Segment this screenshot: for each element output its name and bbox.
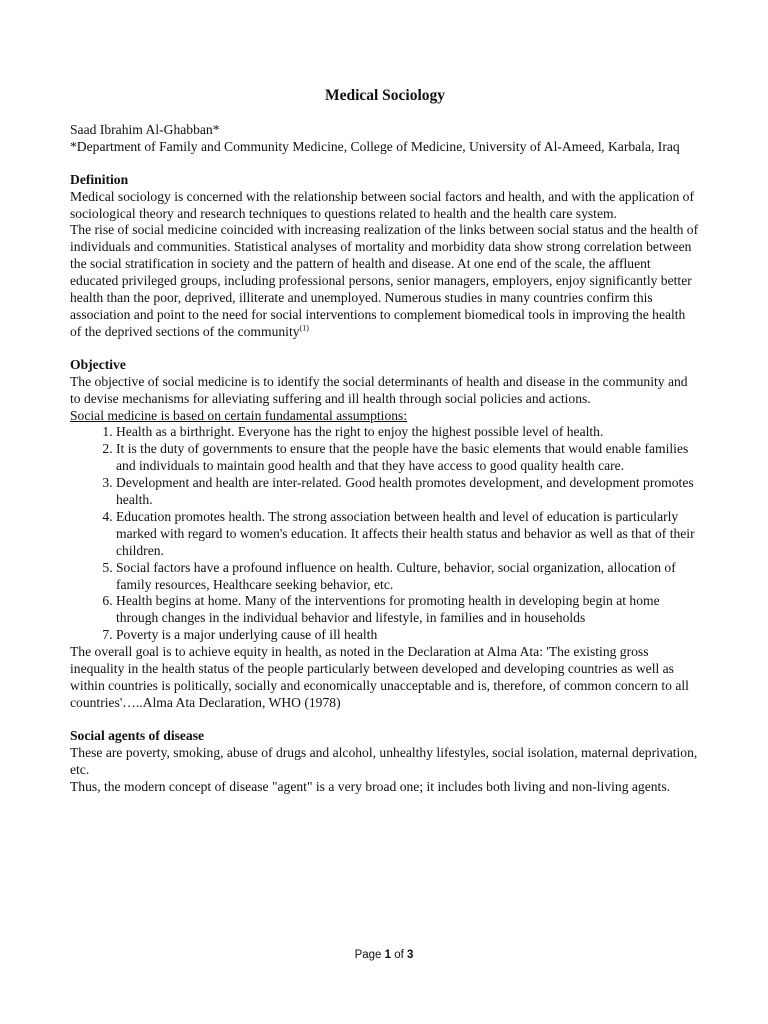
page-prefix: Page	[354, 949, 385, 961]
list-item: 4. Education promotes health. The strong association between health and level of education is particularly marked with regard to women's education. It affects their health status and behavior as well as that of their children.	[116, 509, 700, 560]
definition-paragraph-1: Medical sociology is concerned with the relationship between social factors and health, and with the application of sociological theory and research techniques to questions related to health and the health care system.	[70, 188, 694, 221]
author-block	[70, 122, 700, 156]
social-agents-section	[70, 728, 700, 796]
page-current: 1	[384, 949, 392, 961]
definition-section	[70, 172, 700, 341]
page-number-footer	[0, 947, 768, 964]
list-item: 6. Health begins at home. Many of the interventions for promoting health in developing begin at home through changes in the individual behavior and lifestyle, in families and in households	[116, 593, 700, 627]
list-item: 2. It is the duty of governments to ensure that the people have the basic elements that would enable families and individuals to maintain good health and that they have access to good quality health care.	[116, 441, 700, 475]
list-item: 7. Poverty is a major underlying cause of ill health	[116, 627, 700, 644]
author-name: Saad Ibrahim Al-Ghabban*	[70, 121, 220, 137]
page-total: 3	[407, 949, 414, 961]
social-agents-paragraph-1: These are poverty, smoking, abuse of drugs and alcohol, unhealthy lifestyles, social isolation, maternal deprivation, etc.	[70, 744, 698, 777]
definition-paragraph-2-text: The rise of social medicine coincided with increasing realization of the links between social status and the health of individuals and communities. Statistical analyses of mortality and morbidity data show strong correlation between the social stratification in society and the pattern of health and disease. At one end of the scale, the affluent educated privileged groups, including professional persons, senior managers, employers, enjoy significantly better health than the poor, deprived, illiterate and unemployed. Numerous studies in many countries confirm this association and point to the need for social interventions to complement biomedical tools in improving the health of the deprived sections of the community	[70, 222, 699, 339]
objective-paragraph: The objective of social medicine is to identify the social determinants of health and disease in the community and to devise mechanisms for alleviating suffering and ill health through social policies and actions.	[70, 373, 688, 406]
definition-heading: Definition	[70, 171, 129, 187]
page-of: of	[391, 949, 408, 961]
document-page	[70, 88, 700, 811]
author-affiliation: *Department of Family and Community Medicine, College of Medicine, University of Al-Ameed, Karbala, Iraq	[70, 138, 680, 154]
list-item: 3. Development and health are inter-related. Good health promotes development, and development promotes health.	[116, 475, 700, 509]
objective-section	[70, 357, 700, 712]
overall-goal-paragraph: The overall goal is to achieve equity in health, as noted in the Declaration at Alma Ata: 'The existing gross inequality in the health status of the people particularly between developed and developing countries as well as within countries is politically, socially and economically unacceptable and is, therefore, of common concern to all countries'…..Alma Ata Declaration, WHO (1978)	[70, 644, 689, 710]
list-item: 5. Social factors have a profound influence on health. Culture, behavior, social organization, allocation of family resources, Healthcare seeking behavior, etc.	[116, 560, 700, 594]
objective-heading: Objective	[70, 356, 126, 372]
definition-paragraph-2	[70, 222, 700, 340]
assumptions-intro: Social medicine is based on certain fundamental assumptions:	[70, 407, 408, 423]
reference-marker: (1)	[299, 323, 309, 333]
assumptions-list	[70, 424, 700, 644]
list-item: 1. Health as a birthright. Everyone has the right to enjoy the highest possible level of health.	[116, 424, 700, 441]
social-agents-paragraph-2: Thus, the modern concept of disease "agent" is a very broad one; it includes both living and non-living agents.	[70, 778, 671, 794]
social-agents-heading: Social agents of disease	[70, 727, 205, 743]
document-title: Medical Sociology	[324, 87, 446, 104]
